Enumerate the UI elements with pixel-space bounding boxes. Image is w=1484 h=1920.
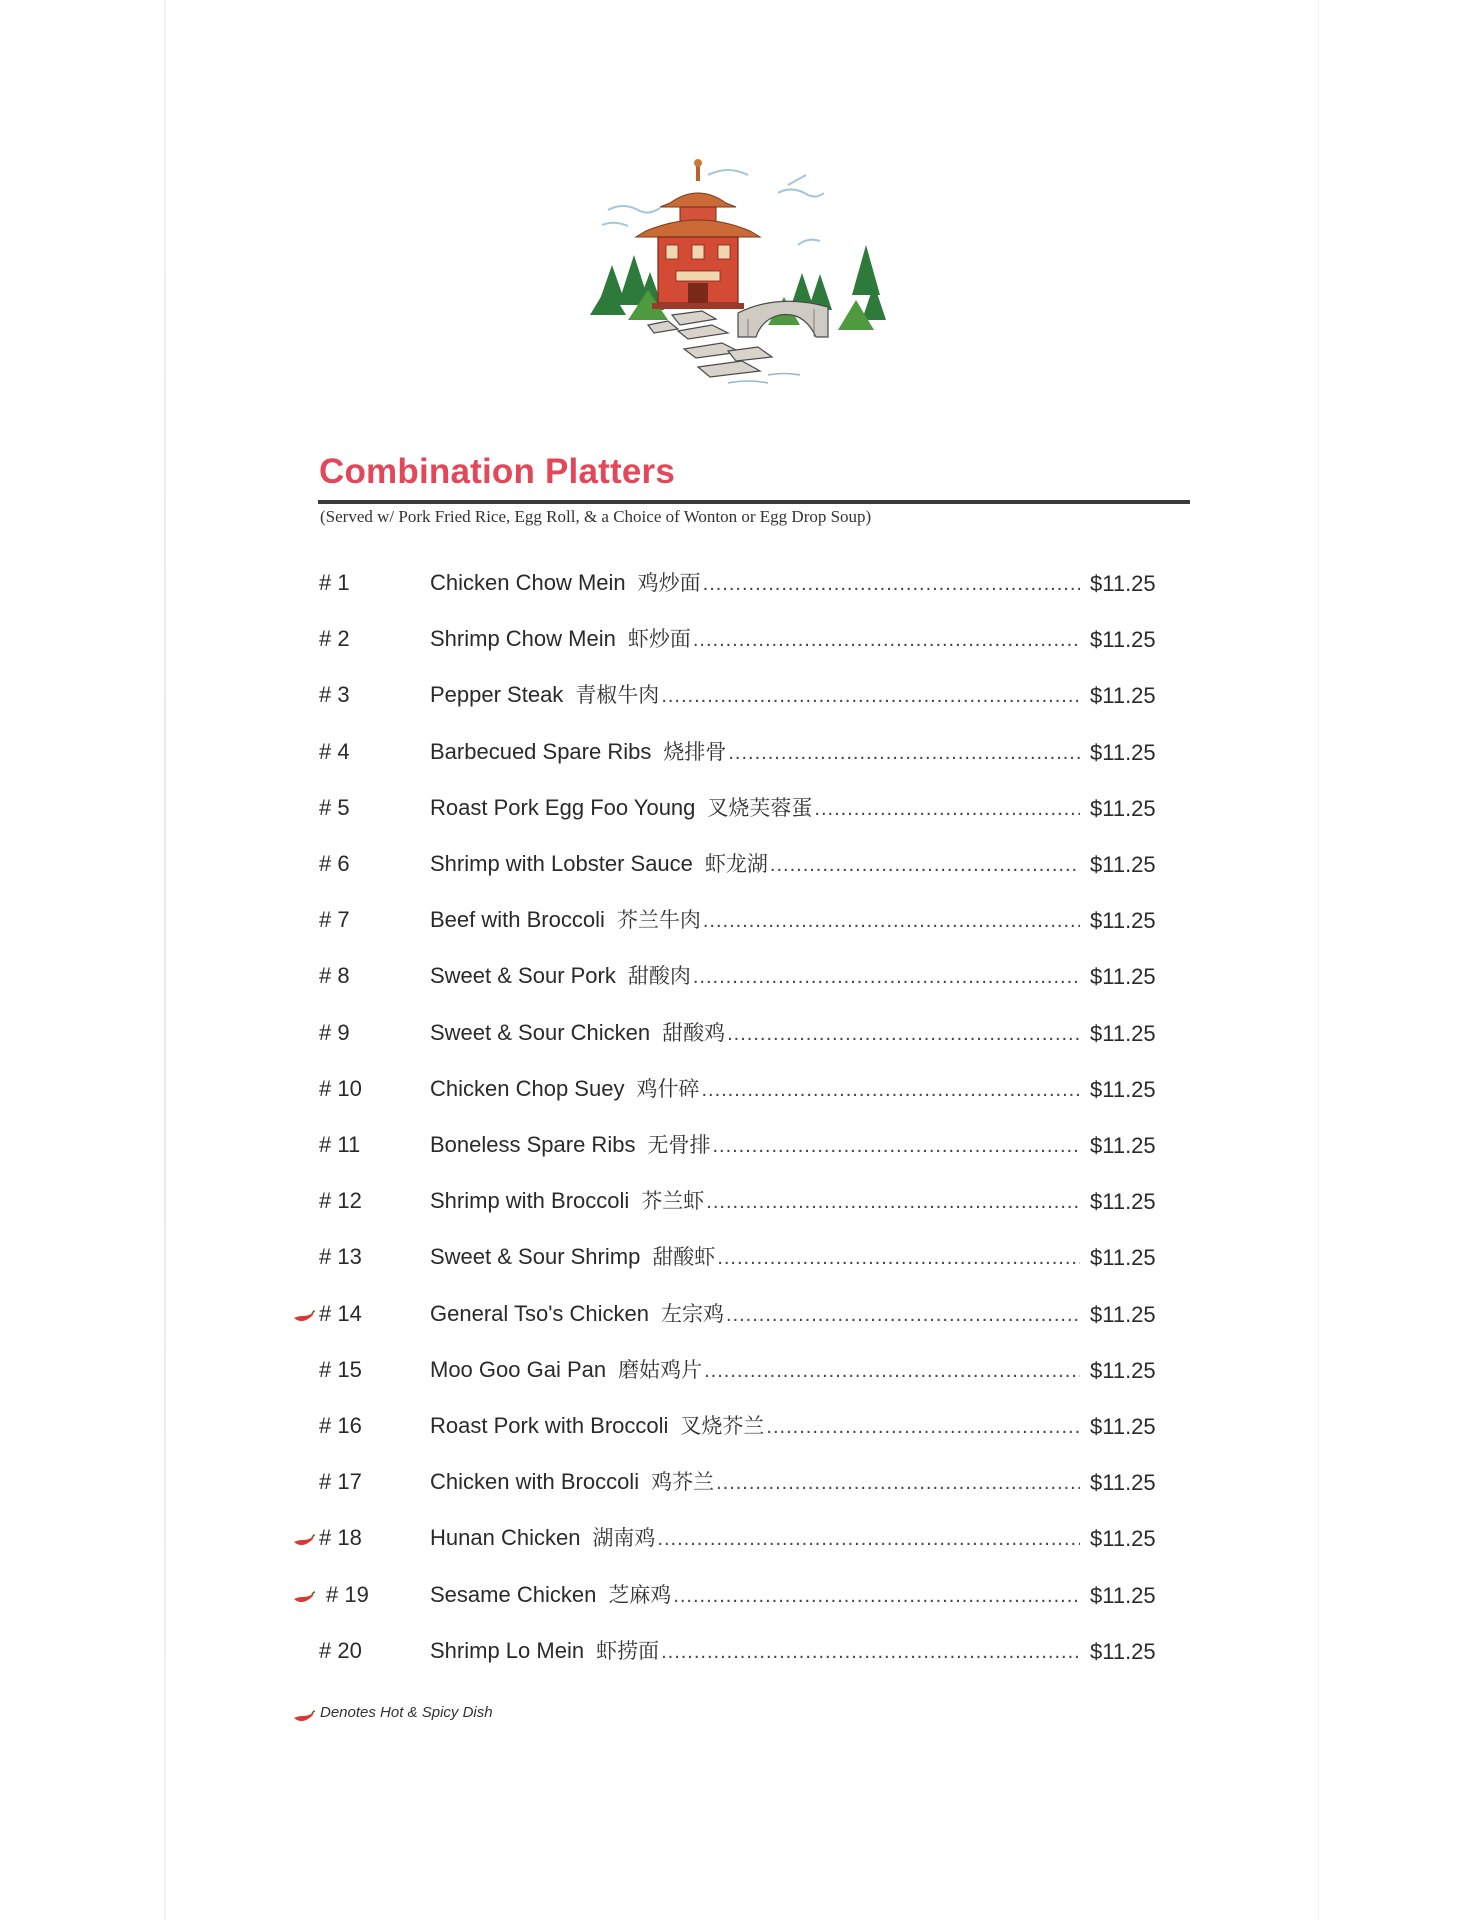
item-name: Shrimp with Broccoli: [430, 1188, 630, 1214]
item-number: # 17: [319, 1469, 362, 1495]
item-number: # 2: [319, 626, 350, 652]
item-chinese-name: 甜酸鸡: [662, 1020, 726, 1045]
menu-item-row: [0, 903, 1484, 943]
item-number: # 3: [319, 682, 350, 708]
item-number: # 14: [319, 1300, 362, 1326]
item-line: [430, 1465, 1080, 1505]
item-price: $11.25: [1090, 571, 1156, 596]
item-price: $11.25: [1090, 1414, 1156, 1439]
item-chinese-name: 烧排骨: [663, 739, 727, 764]
menu-item-row: [0, 1409, 1484, 1449]
dot-leader: [717, 1247, 1080, 1270]
item-line: [430, 1240, 1080, 1280]
item-chinese-name: 芥兰牛肉: [616, 908, 701, 933]
item-chinese-name: 鸡芥兰: [651, 1470, 715, 1495]
item-number: # 8: [319, 963, 350, 989]
chili-pepper-icon: [292, 1310, 316, 1324]
item-line: [430, 622, 1080, 662]
item-number: # 5: [319, 794, 350, 820]
legend-text: Denotes Hot & Spicy Dish: [320, 1704, 493, 1721]
item-name: Sweet & Sour Pork: [430, 963, 616, 989]
item-price: $11.25: [1090, 1020, 1156, 1046]
item-chinese-name: 磨姑鸡片: [618, 1357, 703, 1382]
item-price: $11.25: [1090, 795, 1156, 821]
dot-leader: [661, 1641, 1080, 1664]
dot-leader: [701, 1079, 1080, 1102]
item-line: [430, 903, 1080, 943]
item-name: Shrimp with Lobster Sauce: [430, 851, 693, 876]
dot-leader: [673, 1585, 1080, 1608]
item-name: Pepper Steak: [430, 682, 564, 708]
dot-leader: [706, 1191, 1080, 1214]
menu-item-row: [0, 566, 1484, 606]
item-line: [430, 1578, 1080, 1618]
item-number: # 12: [319, 1188, 362, 1214]
item-line: [430, 1409, 1080, 1449]
menu-item-row: [0, 1634, 1484, 1674]
item-name: Sweet & Sour Shrimp: [430, 1244, 641, 1270]
item-chinese-name: 虾炒面: [627, 627, 691, 652]
item-chinese-name: 鸡炒面: [637, 571, 701, 595]
item-number: # 1: [319, 570, 350, 595]
item-chinese-name: 鸡什碎: [636, 1076, 700, 1101]
item-line: [430, 1297, 1080, 1337]
item-line: [430, 1353, 1080, 1393]
item-line: [430, 959, 1080, 999]
item-price: $11.25: [1090, 852, 1156, 877]
dot-leader: [770, 854, 1080, 877]
menu-item-row: [0, 735, 1484, 775]
dot-leader: [661, 685, 1080, 708]
dot-leader: [716, 1472, 1080, 1495]
item-price: $11.25: [1090, 1638, 1156, 1664]
subtitle: (Served w/ Pork Fried Rice, Egg Roll, & a Choice of Wonton or Egg Drop Soup): [320, 507, 872, 526]
item-chinese-name: 甜酸肉: [627, 964, 691, 989]
item-price: $11.25: [1090, 1245, 1156, 1271]
item-number: # 11: [319, 1132, 361, 1157]
item-price: $11.25: [1090, 908, 1156, 934]
item-name: Roast Pork Egg Foo Young: [430, 794, 696, 820]
item-number: # 16: [319, 1413, 362, 1438]
item-price: $11.25: [1090, 964, 1156, 990]
dot-leader: [703, 573, 1080, 596]
item-price: $11.25: [1090, 1301, 1156, 1327]
chili-pepper-icon: [292, 1710, 316, 1724]
item-number: # 4: [319, 738, 350, 764]
item-number: # 6: [319, 851, 350, 876]
menu-item-row: [0, 1465, 1484, 1505]
menu-item-row: [0, 1297, 1484, 1337]
item-line: [430, 791, 1080, 831]
menu-item-row: [0, 1184, 1484, 1224]
chili-pepper-icon: [292, 1534, 316, 1548]
item-chinese-name: 叉烧芥兰: [680, 1414, 765, 1438]
item-price: $11.25: [1090, 1076, 1156, 1102]
item-price: $11.25: [1090, 1189, 1156, 1215]
item-line: [430, 566, 1080, 606]
menu-item-row: [0, 959, 1484, 999]
menu-item-row: [0, 1072, 1484, 1112]
item-number: # 10: [319, 1075, 362, 1101]
pagoda-landscape-icon: [588, 155, 888, 395]
dot-leader: [726, 1304, 1080, 1327]
item-price: $11.25: [1090, 627, 1156, 653]
item-name: Chicken Chow Mein: [430, 570, 626, 595]
menu-item-row: [0, 622, 1484, 662]
item-name: Hunan Chicken: [430, 1525, 581, 1551]
item-name: Sweet & Sour Chicken: [430, 1019, 651, 1045]
item-line: [430, 1184, 1080, 1224]
item-name: Chicken with Broccoli: [430, 1469, 640, 1495]
item-name: Sesame Chicken: [430, 1581, 597, 1607]
item-price: $11.25: [1090, 1582, 1156, 1608]
item-chinese-name: 芥兰虾: [641, 1189, 705, 1214]
item-line: [430, 678, 1080, 718]
menu-item-row: [0, 847, 1484, 887]
chili-pepper-icon: [292, 1591, 316, 1605]
item-name: Roast Pork with Broccoli: [430, 1413, 669, 1438]
dot-leader: [766, 1416, 1080, 1439]
item-line: [430, 1072, 1080, 1112]
item-line: [430, 847, 1080, 887]
dot-leader: [727, 1023, 1080, 1046]
item-name: Shrimp Lo Mein: [430, 1637, 585, 1663]
item-name: Chicken Chop Suey: [430, 1075, 625, 1101]
menu-item-row: [0, 1521, 1484, 1561]
item-chinese-name: 虾龙湖: [704, 852, 768, 876]
menu-item-row: [0, 1240, 1484, 1280]
item-chinese-name: 左宗鸡: [661, 1301, 725, 1326]
menu-item-row: [0, 791, 1484, 831]
item-number: # 15: [319, 1356, 362, 1382]
item-line: [430, 1016, 1080, 1056]
item-number: # 19: [326, 1581, 369, 1607]
item-price: $11.25: [1090, 1470, 1156, 1496]
item-number: # 20: [319, 1637, 362, 1663]
item-chinese-name: 湖南鸡: [592, 1526, 656, 1551]
item-number: # 18: [319, 1525, 362, 1551]
dot-leader: [693, 629, 1080, 652]
dot-leader: [728, 742, 1080, 765]
dot-leader: [657, 1528, 1080, 1551]
menu-item-row: [0, 678, 1484, 718]
item-price: $11.25: [1090, 1133, 1156, 1158]
page-title: Combination Platters: [319, 452, 675, 491]
item-chinese-name: 虾捞面: [596, 1638, 660, 1663]
item-name: Barbecued Spare Ribs: [430, 738, 652, 764]
menu-item-row: [0, 1128, 1484, 1168]
item-number: # 13: [319, 1244, 362, 1270]
item-chinese-name: 无骨排: [647, 1133, 711, 1157]
item-name: Boneless Spare Ribs: [430, 1132, 636, 1157]
item-chinese-name: 芝麻鸡: [608, 1582, 672, 1607]
title-rule: [318, 500, 1190, 504]
item-chinese-name: 青椒牛肉: [575, 683, 660, 708]
item-price: $11.25: [1090, 1357, 1156, 1383]
item-chinese-name: 甜酸虾: [652, 1245, 716, 1270]
dot-leader: [814, 798, 1080, 821]
dot-leader: [712, 1135, 1080, 1158]
item-line: [430, 735, 1080, 775]
menu-item-row: [0, 1353, 1484, 1393]
item-number: # 9: [319, 1019, 350, 1045]
dot-leader: [704, 1360, 1080, 1383]
item-name: General Tso's Chicken: [430, 1300, 650, 1326]
item-number: # 7: [319, 907, 350, 933]
item-name: Beef with Broccoli: [430, 907, 605, 933]
item-name: Moo Goo Gai Pan: [430, 1356, 607, 1382]
item-price: $11.25: [1090, 739, 1156, 765]
item-line: [430, 1128, 1080, 1168]
menu-item-row: [0, 1578, 1484, 1618]
item-price: $11.25: [1090, 1526, 1156, 1552]
item-line: [430, 1634, 1080, 1674]
dot-leader: [703, 910, 1080, 933]
item-line: [430, 1521, 1080, 1561]
dot-leader: [693, 966, 1080, 989]
item-name: Shrimp Chow Mein: [430, 626, 616, 652]
item-price: $11.25: [1090, 683, 1156, 709]
menu-item-row: [0, 1016, 1484, 1056]
item-chinese-name: 叉烧芙蓉蛋: [707, 795, 813, 820]
